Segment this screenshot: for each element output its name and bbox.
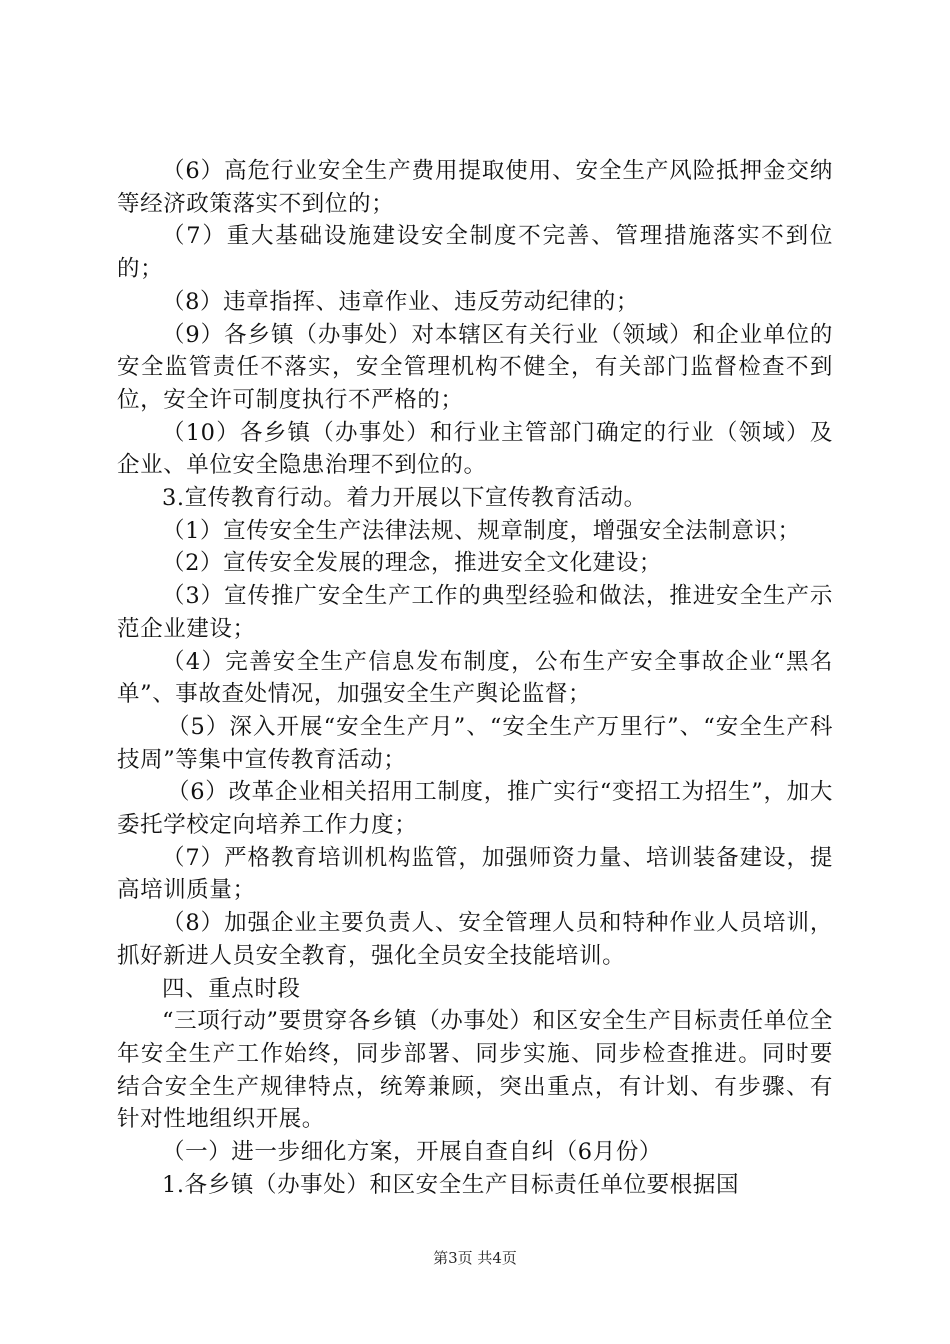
- key-periods-body: “三项行动”要贯穿各乡镇（办事处）和区安全生产目标责任单位全年安全生产工作始终，同步部署、同步实施、同步检查推进。同时要结合安全生产规律特点，统筹兼顾，突出重点，有计划、有步骤、有针对性地组织开展。: [117, 1008, 834, 1133]
- education-item-8: （8）加强企业主要负责人、安全管理人员和特种作业人员培训，抓好新进人员安全教育，强化全员安全技能培训。: [117, 910, 833, 969]
- paragraph-6-high-risk-industry: （6）高危行业安全生产费用提取使用、安全生产风险抵押金交纳等经济政策落实不到位的；: [117, 158, 833, 217]
- paragraph-9-supervision: （9）各乡镇（办事处）对本辖区有关行业（领域）和企业单位的安全监管责任不落实，安全管理机构不健全，有关部门监督检查不到位，安全许可制度执行不严格的；: [117, 321, 833, 413]
- education-item-5: （5）深入开展“安全生产月”、“安全生产万里行”、“安全生产科技周”等集中宣传教育活动；: [117, 713, 833, 773]
- education-item-4: （4）完善安全生产信息发布制度，公布生产安全事故企业“黑名单”、事故查处情况，加强安全生产舆论监督；: [117, 648, 833, 708]
- education-item-6: （6）改革企业相关招用工制度，推广实行“变招工为招生”，加大委托学校定向培养工作力度；: [117, 779, 833, 839]
- education-item-1: （1）宣传安全生产法律法规、规章制度，增强安全法制意识；: [162, 517, 801, 544]
- section-3-education-campaign: 3.宣传教育行动。着力开展以下宣传教育活动。: [162, 485, 647, 512]
- paragraph-10-hazard-control: （10）各乡镇（办事处）和行业主管部门确定的行业（领域）及企业、单位安全隐患治理不到位的。: [117, 419, 833, 479]
- paragraph-8-violations: （8）违章指挥、违章作业、违反劳动纪律的；: [162, 288, 639, 315]
- education-item-2: （2）宣传安全发展的理念，推进安全文化建设；: [162, 550, 663, 577]
- education-item-3: （3）宣传推广安全生产工作的典型经验和做法，推进安全生产示范企业建设；: [117, 583, 833, 642]
- section-heading-key-periods: 四、重点时段: [162, 975, 301, 1002]
- document-body: [117, 155, 833, 1202]
- subsection-heading-self-inspection: （一）进一步细化方案，开展自查自纠（6月份）: [162, 1139, 663, 1166]
- self-inspection-item-1: 1.各乡镇（办事处）和区安全生产目标责任单位要根据国: [162, 1171, 740, 1198]
- paragraph-7-infrastructure: （7）重大基础设施建设安全制度不完善、管理措施落实不到位的；: [117, 223, 833, 283]
- page-number-footer: 第3页 共4页: [433, 1249, 517, 1267]
- education-item-7: （7）严格教育培训机构监管，加强师资力量、培训装备建设，提高培训质量；: [117, 844, 833, 904]
